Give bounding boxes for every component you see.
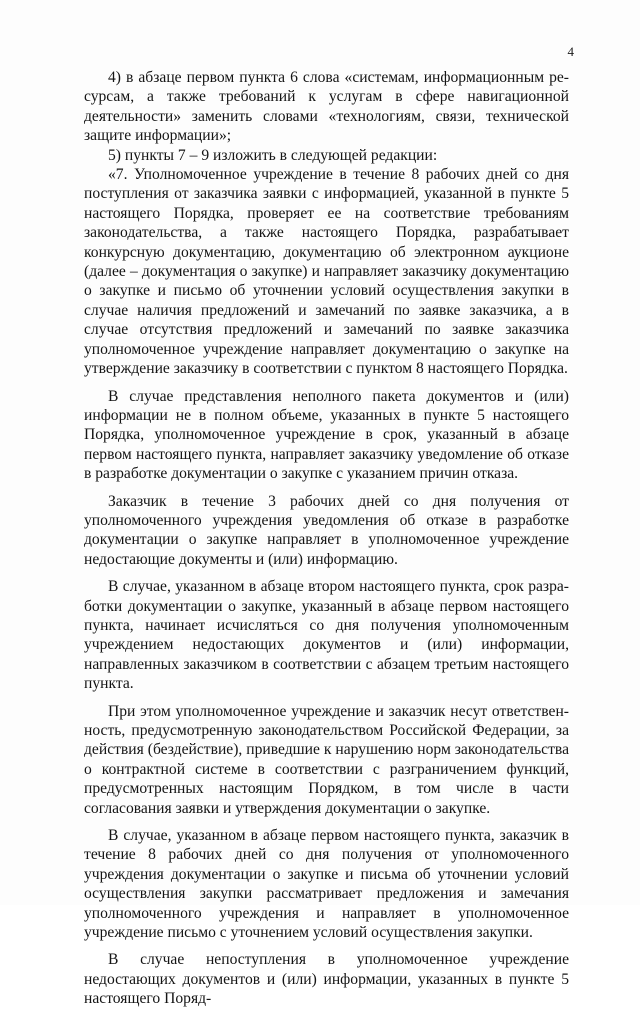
paragraph-customer-response: Заказчик в течение 3 рабочих дней со дня получения от уполномоченного учреждения уведомления об отказе в разработке документации о закупке направляет в уполномоченное учреждение недостающие документы и (или) информацию. (84, 492, 569, 568)
paragraph-incomplete-package: В случае представления неполного пакета документов и (или) информации не в полном объеме, указанных в пункте 5 настоящего Порядка, уполномоченное учреждение в срок, указанный в абзаце первом настоящего пункта, направляет заказчику уведомление об отказе в разработке документации о закупке с указанием причин отказа. (84, 387, 569, 483)
paragraph-item-7: «7. Уполномоченное учреждение в течение 8 рабочих дней со дня поступления от заказчика заявки с информацией, указанной в пункте 5 настоящего Порядка, проверяет ее на соответствие требованиям законодательства, а также настоящего Порядка, разрабатывает конкурсную документацию, документацию об электронном аукционе (далее – документация о закупке) и направляет заказчику документацию о закупке и письмо об уточнении условий осуществления закупки в случае наличия предложений и замечаний по заявке заказчика, а в случае отсутствия предложений и замечаний по заявке заказчика уполномоченное учреждение направляет документацию о закупке на утверждение заказчику в соответствии с пунктом 8 настоящего Порядка. (84, 166, 569, 378)
paragraph-amendment-4: 4) в абзаце первом пункта 6 слова «системам, информационным ресурсам, а также требований к услугам в сфере навигационной деятельности» заменить словами «технологиям, связи, технической защите информации»; (84, 69, 569, 145)
paragraph-responsibility: При этом уполномоченное учреждение и заказчик несут ответственность, предусмотренную законодательством Российской Федерации, за действия (бездействие), приведшие к нарушению норм законодательства о контрактной системе в соответствии с разграничением функций, предусмотренных настоящим Порядком, в том числе в части согласования заявки и утверждения документации о закупке. (84, 702, 569, 817)
paragraph-customer-review: В случае, указанном в абзаце первом настоящего пункта, заказчик в течение 8 рабочих дней со дня получения от уполномоченного учреждения документации о закупке и письма об уточнении условий осуществления закупки рассматривает предложения и замечания уполномоченного учреждения и направляет в уполномоченное учреждение письмо с уточнением условий осуществления закупки. (84, 827, 569, 942)
paragraph-deadline-calculation: В случае, указанном в абзаце втором настоящего пункта, срок разработки документации о закупке, указанный в абзаце первом настоящего пункта, начинает исчисляться со дня получения уполномоченным учреждением недостающих документов и (или) информации, направленных заказчиком в соответствии с абзацем третьим настоящего пункта. (84, 578, 569, 693)
paragraph-non-receipt: В случае непоступления в уполномоченное учреждение недостающих документов и (или) информации, указанных в пункте 5 настоящего Поряд- (84, 951, 569, 1008)
paragraph-amendment-5: 5) пункты 7 – 9 изложить в следующей редакции: (108, 146, 438, 164)
document-body (84, 68, 569, 1009)
page-number: 4 (567, 44, 574, 59)
